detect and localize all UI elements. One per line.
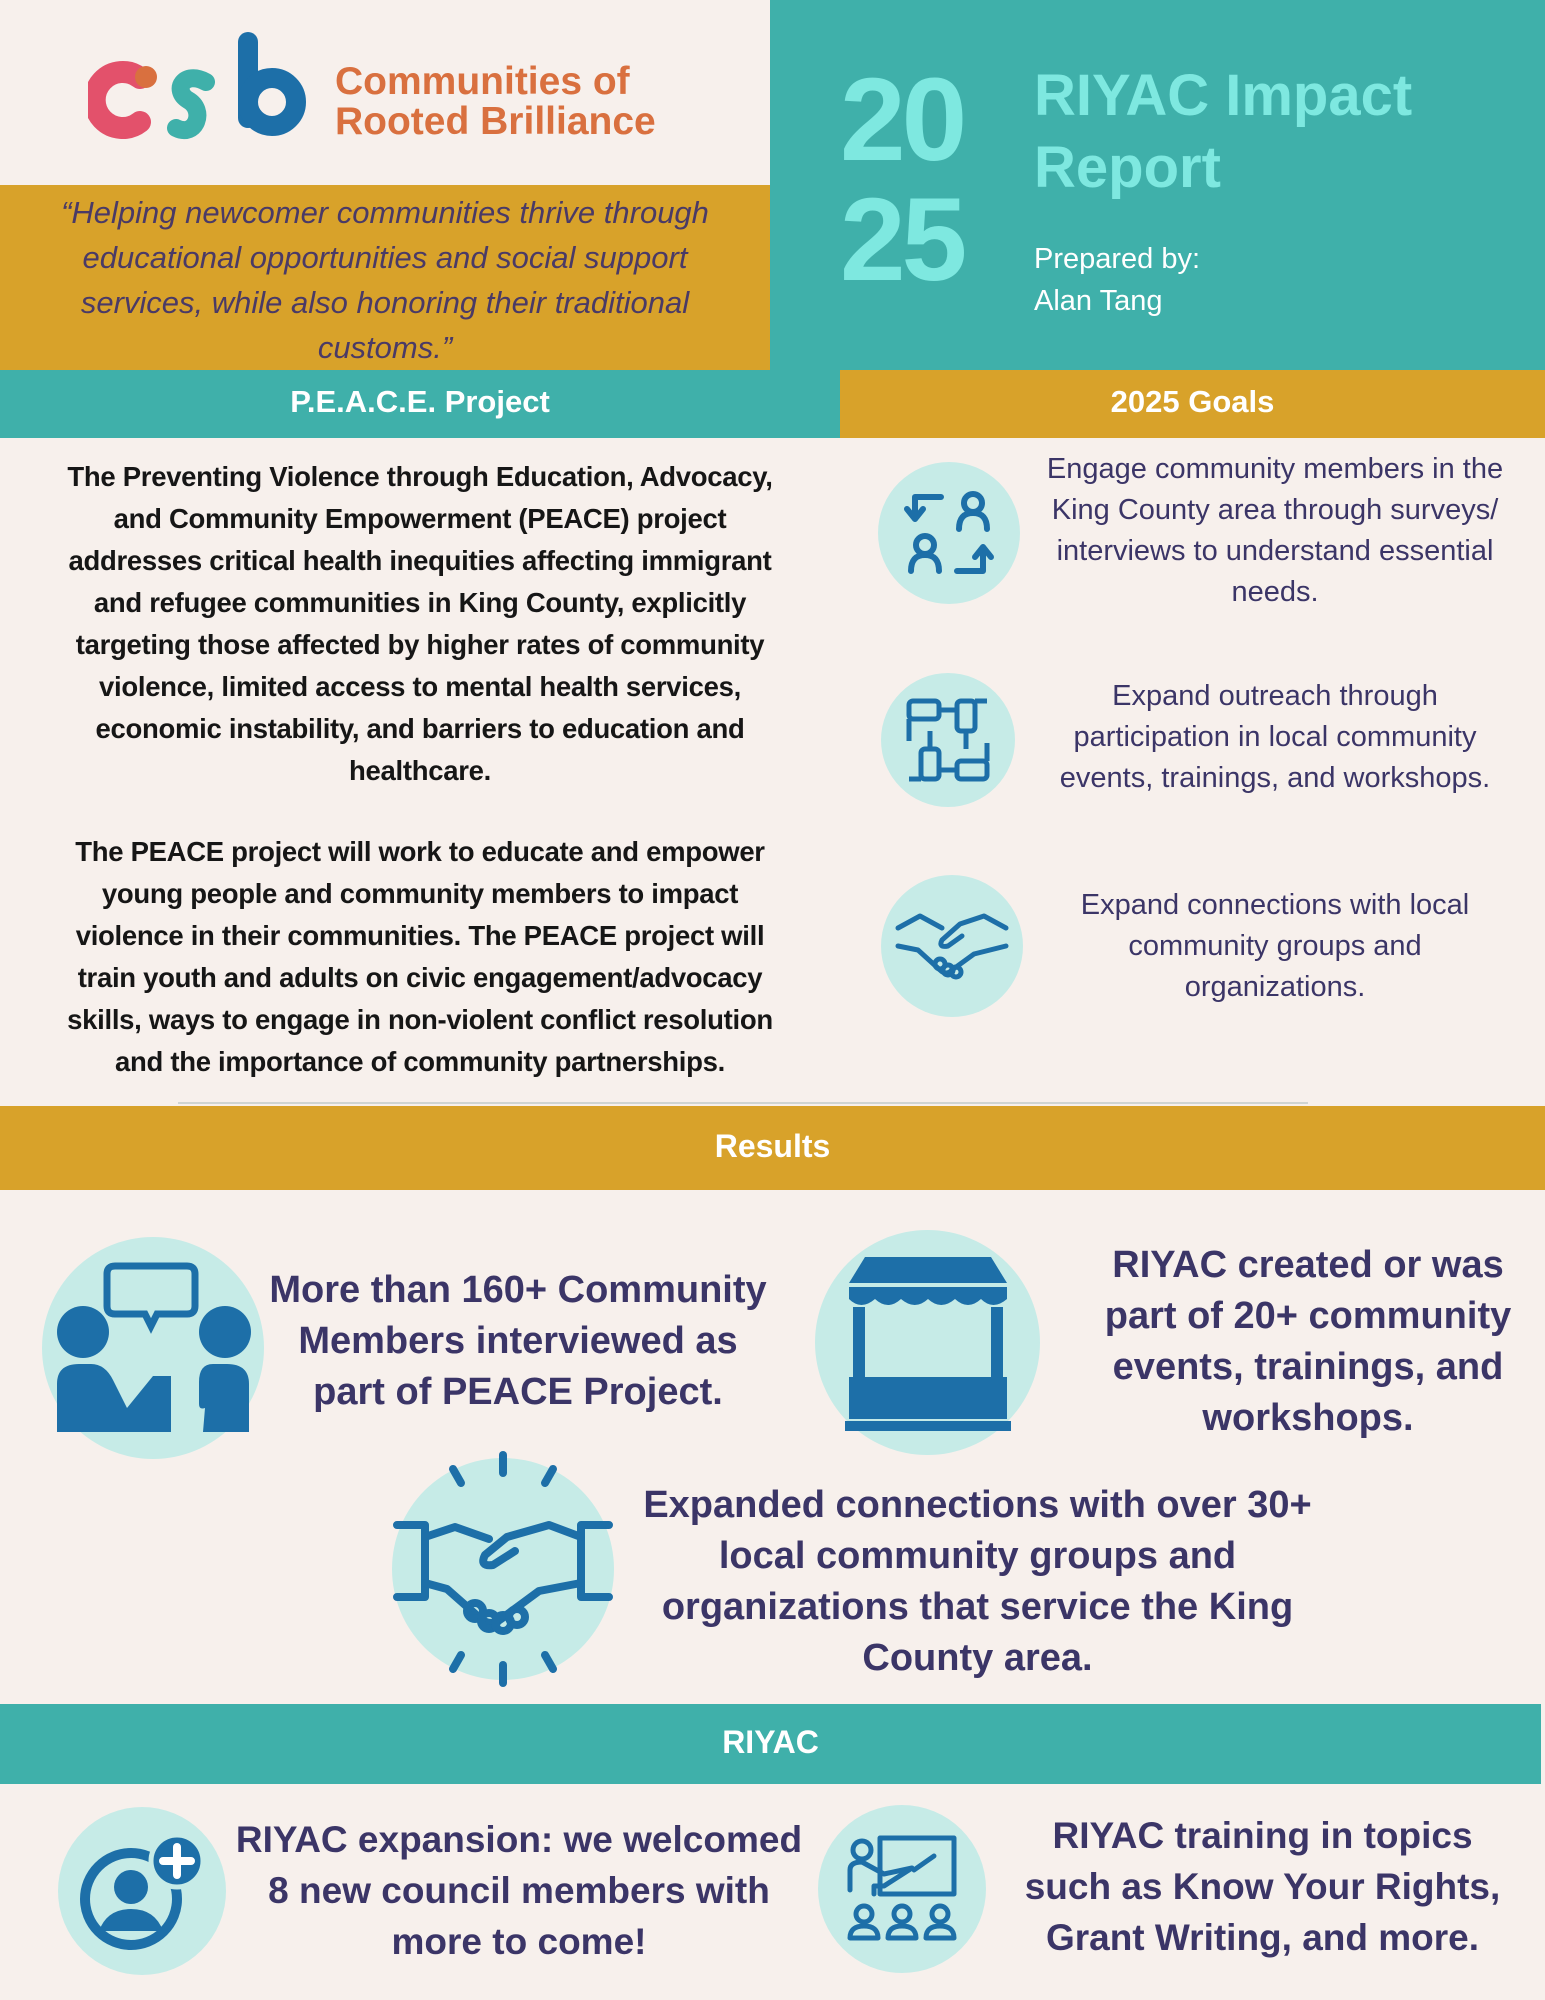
market-stall-icon [815, 1230, 1040, 1455]
interview-icon [42, 1237, 264, 1459]
year-top: 20 [840, 54, 964, 186]
riyac-text-2: RIYAC training in topics such as Know Your Rights, Grant Writing, and more. [1024, 1815, 1501, 1958]
joined-hands-icon [881, 673, 1015, 807]
peace-header-bar [0, 370, 840, 438]
report-title [1034, 60, 1412, 204]
riyac-header-bar [0, 1704, 1541, 1784]
mission-quote: “Helping newcomer communities thrive through educational opportunities and social support services, while also honoring their traditional customs.” [61, 195, 709, 365]
prepared-label: Prepared by: [1034, 243, 1201, 275]
year-bottom: 25 [840, 174, 964, 306]
report-title-line2: Report [1034, 135, 1221, 200]
results-heading: Results [714, 1128, 831, 1164]
peace-heading: P.E.A.C.E. Project [290, 384, 550, 419]
org-name-line1: Communities of [335, 60, 630, 103]
riyac-heading: RIYAC [722, 1724, 819, 1760]
prepared-by [1034, 238, 1200, 322]
header-right [770, 0, 1545, 370]
handshake-large-icon [392, 1458, 614, 1680]
peace-paragraph-2: The PEACE project will work to educate and empower young people and community members to impact violence in their communities. The PEACE project will train youth and adults on civic engagement/advocacy skills, ways to engage in non-violent conflict resolution and the importance of community partnerships. [67, 836, 773, 1077]
presentation-icon [818, 1805, 986, 1973]
goals-heading: 2025 Goals [1110, 384, 1275, 419]
crb-logo [88, 30, 318, 150]
goal-text-3: Expand connections with local community groups and organizations. [1080, 889, 1470, 1003]
result-text-1: More than 160+ Community Members interviewed as part of PEACE Project. [269, 1269, 767, 1413]
results-header-bar [0, 1106, 1545, 1190]
org-name [335, 62, 656, 142]
result-text-3: Expanded connections with over 30+ local community groups and organizations that service the King County area. [643, 1484, 1312, 1679]
riyac-text-1: RIYAC expansion: we welcomed 8 new council members with more to come! [235, 1819, 803, 1962]
goal-text-2: Expand outreach through participation in local community events, trainings, and workshops. [1059, 680, 1491, 794]
section-divider [178, 1102, 1308, 1104]
handshake-icon [881, 875, 1023, 1017]
add-user-icon [58, 1807, 226, 1975]
goals-header-bar [840, 370, 1545, 438]
goal-text-1: Engage community members in the King County area through surveys/ interviews to understand essential needs. [1046, 453, 1504, 608]
report-title-line1: RIYAC Impact [1034, 63, 1413, 128]
result-text-2: RIYAC created or was part of 20+ community events, trainings, and workshops. [1104, 1244, 1512, 1439]
header-left [0, 0, 770, 185]
mission-quote-box [0, 185, 770, 370]
people-exchange-icon [878, 462, 1020, 604]
peace-paragraph-1: The Preventing Violence through Education, Advocacy, and Community Empowerment (PEACE) project addresses critical health inequities affecting immigrant and refugee communities in King County, explicitly targeting those affected by higher rates of community violence, limited access to mental health services, economic instability, and barriers to education and healthcare. [67, 461, 773, 786]
prepared-name: Alan Tang [1034, 285, 1163, 317]
org-name-line2: Rooted Brilliance [335, 100, 656, 143]
